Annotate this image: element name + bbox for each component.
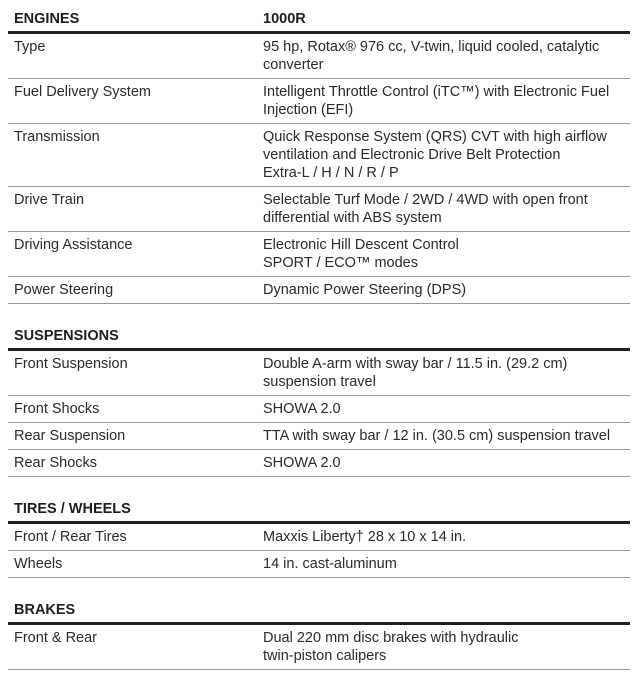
spec-value: Double A-arm with sway bar / 11.5 in. (29.2 cm) suspension travel <box>263 356 568 390</box>
spec-label: Rear Shocks <box>14 455 98 471</box>
spec-value: Maxxis Liberty† 28 x 10 x 14 in. <box>263 529 467 545</box>
spec-value: Intelligent Throttle Control (iTC™) with Electronic Fuel Injection (EFI) <box>263 84 610 118</box>
section-brakes <box>8 600 630 670</box>
spec-label: Front Shocks <box>14 401 100 417</box>
spec-value: 95 hp, Rotax® 976 cc, V-twin, liquid cooled, catalytic converter <box>263 39 600 73</box>
spec-row <box>8 396 630 423</box>
spec-value: TTA with sway bar / 12 in. (30.5 cm) suspension travel <box>263 428 611 444</box>
spec-row <box>8 277 630 304</box>
spec-label: Transmission <box>14 129 100 145</box>
spec-label: Drive Train <box>14 192 85 208</box>
spec-label: Wheels <box>14 556 63 572</box>
section-header <box>8 9 630 34</box>
spec-row <box>8 551 630 578</box>
spec-row <box>8 351 630 396</box>
spec-value: Dynamic Power Steering (DPS) <box>263 282 467 298</box>
spec-label: Fuel Delivery System <box>14 84 151 100</box>
spec-row <box>8 34 630 79</box>
spec-value: Selectable Turf Mode / 2WD / 4WD with open front differential with ABS system <box>263 192 588 226</box>
section-tires-wheels <box>8 499 630 578</box>
spec-row <box>8 450 630 477</box>
spec-row <box>8 524 630 551</box>
spec-label: Front & Rear <box>14 630 97 646</box>
section-header <box>8 600 630 625</box>
spec-row <box>8 423 630 450</box>
spec-label: Driving Assistance <box>14 237 133 253</box>
spec-label: Rear Suspension <box>14 428 126 444</box>
spec-label: Power Steering <box>14 282 114 298</box>
section-title: ENGINES <box>14 11 80 27</box>
spec-value: Quick Response System (QRS) CVT with high airflow ventilation and Electronic Drive Belt Protection Extra-L / H / N / R / P <box>263 129 607 181</box>
spec-row <box>8 124 630 187</box>
spec-row <box>8 232 630 277</box>
spec-row <box>8 79 630 124</box>
spec-row <box>8 187 630 232</box>
section-engines <box>8 9 630 304</box>
spec-value: Electronic Hill Descent Control SPORT / ECO™ modes <box>263 237 459 271</box>
spec-label: Front Suspension <box>14 356 128 372</box>
spec-label: Front / Rear Tires <box>14 529 127 545</box>
section-title: TIRES / WHEELS <box>14 501 131 517</box>
spec-value: SHOWA 2.0 <box>263 401 341 417</box>
section-header <box>8 499 630 524</box>
section-header <box>8 326 630 351</box>
spec-value: SHOWA 2.0 <box>263 455 341 471</box>
section-suspensions <box>8 326 630 477</box>
section-title: BRAKES <box>14 602 76 618</box>
model-column-header: 1000R <box>263 11 306 27</box>
spec-row <box>8 625 630 670</box>
section-title: SUSPENSIONS <box>14 328 119 344</box>
spec-value: 14 in. cast-aluminum <box>263 556 397 572</box>
spec-label: Type <box>14 39 46 55</box>
spec-value: Dual 220 mm disc brakes with hydraulic twin-piston calipers <box>263 630 519 664</box>
